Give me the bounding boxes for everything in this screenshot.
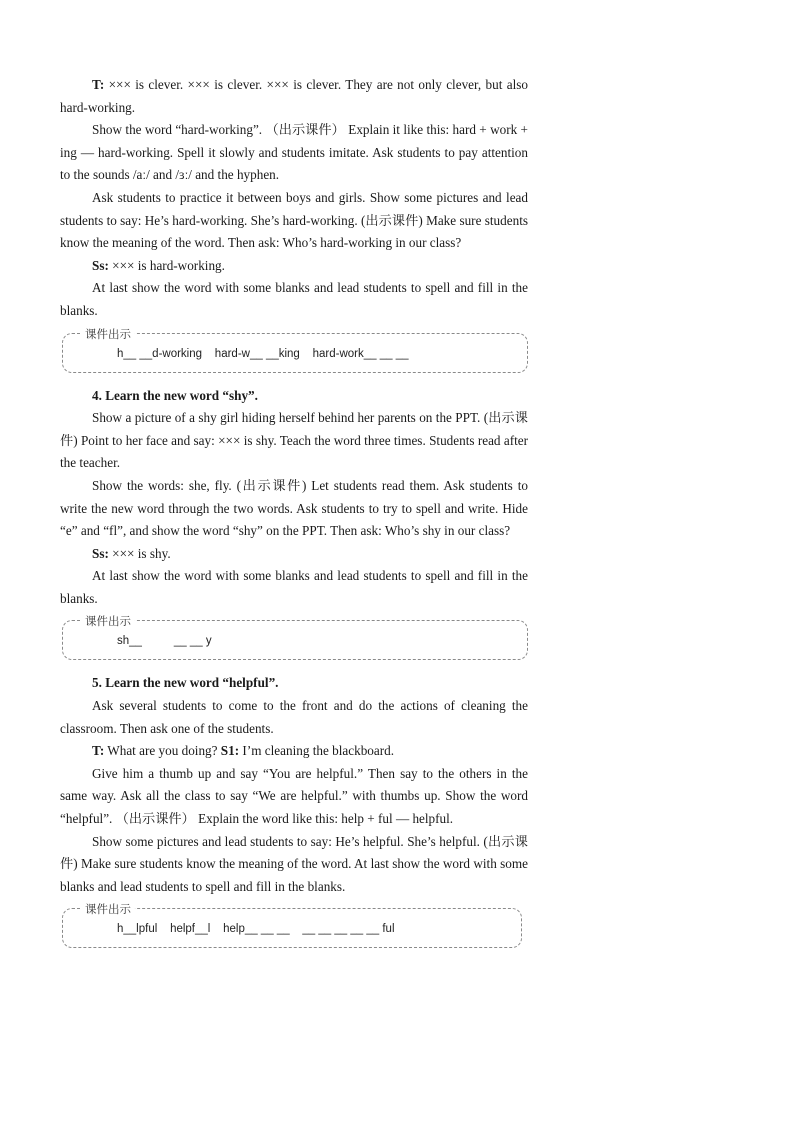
students-line — [60, 255, 528, 278]
paragraph: Give him a thumb up and say “You are helpful.” Then say to the others in the same way. Ask all the class to say “We are helpful.” with thumbs up. Show the word “helpful”. （出示课件） Explain the word like this: help + ful — helpful. — [60, 765, 528, 827]
students-line-text: ××× is hard-working. — [108, 257, 225, 273]
courseware-box — [62, 326, 528, 373]
paragraph: Show some pictures and lead students to say: He’s helpful. She’s helpful. (出示课件) Make sure students know the meaning of the word. At last show the word with some blanks and lead students to spell and fill in the blanks. — [60, 833, 528, 894]
courseware-label: 课件出示 — [81, 614, 135, 628]
paragraph: Show a picture of a shy girl hiding herself behind her parents on the PPT. (出示课件) Point to her face and say: ××× is shy. Teach the word three times. Students read after the teacher. — [60, 410, 528, 471]
courseware-box — [62, 614, 528, 660]
blank-exercise: sh__ __ __ y — [117, 635, 212, 648]
teacher-line-text: ××× is clever. ××× is clever. ××× is clever. They are not only clever, but also hard-working. — [60, 77, 528, 115]
students-line-text: ××× is shy. — [108, 545, 171, 561]
paragraph: At last show the word with some blanks and lead students to spell and fill in the blanks. — [60, 280, 528, 318]
paragraph: Show the words: she, fly. (出示课件) Let students read them. Ask students to write the new word through the two words. Ask students to try to spell and write. Hide “e” and “fl”, and show the word “shy” on the PPT. Then ask: Who’s shy in our class? — [60, 477, 528, 539]
speaker-label: S1: — [220, 743, 240, 759]
paragraph: Show the word “hard-working”. （出示课件） Explain it like this: hard + work + ing — hard-working. Spell it slowly and students imitate. Ask students to pay attention to the sounds /aː/ and /ɜː/ and the hyphen. — [60, 122, 528, 183]
blank-exercise: h__ __d-working hard-w__ __king hard-work__ __ __ — [117, 347, 409, 360]
blank-exercise: h__lpful helpf__l help__ __ __ __ __ __ __ __ ful — [117, 923, 395, 936]
speaker-label: T: — [92, 743, 105, 759]
teacher-line — [60, 74, 528, 119]
lesson-page — [60, 74, 528, 960]
speaker-label: T: — [92, 77, 105, 92]
dialogue-line — [60, 740, 528, 763]
speaker-label: Ss: — [92, 545, 109, 561]
paragraph: Ask several students to come to the front and do the actions of cleaning the classroom. Then ask one of the students. — [60, 698, 528, 736]
speaker-label: Ss: — [92, 257, 109, 273]
courseware-label: 课件出示 — [81, 902, 135, 916]
section-heading: 5. Learn the new word “helpful”. — [92, 675, 279, 691]
courseware-box — [62, 902, 522, 948]
courseware-label: 课件出示 — [81, 327, 135, 341]
students-line — [60, 543, 528, 566]
dialogue-text: What are you doing? — [104, 743, 221, 759]
section-heading: 4. Learn the new word “shy”. — [92, 387, 258, 403]
dialogue-text: I’m cleaning the blackboard. — [239, 743, 395, 759]
paragraph: At last show the word with some blanks and lead students to spell and fill in the blanks. — [60, 568, 528, 606]
paragraph: Ask students to practice it between boys and girls. Show some pictures and lead students to say: He’s hard-working. She’s hard-working. (出示课件) Make sure students know the meaning of the word. Then ask: Who’s hard-working in our class? — [60, 189, 528, 251]
